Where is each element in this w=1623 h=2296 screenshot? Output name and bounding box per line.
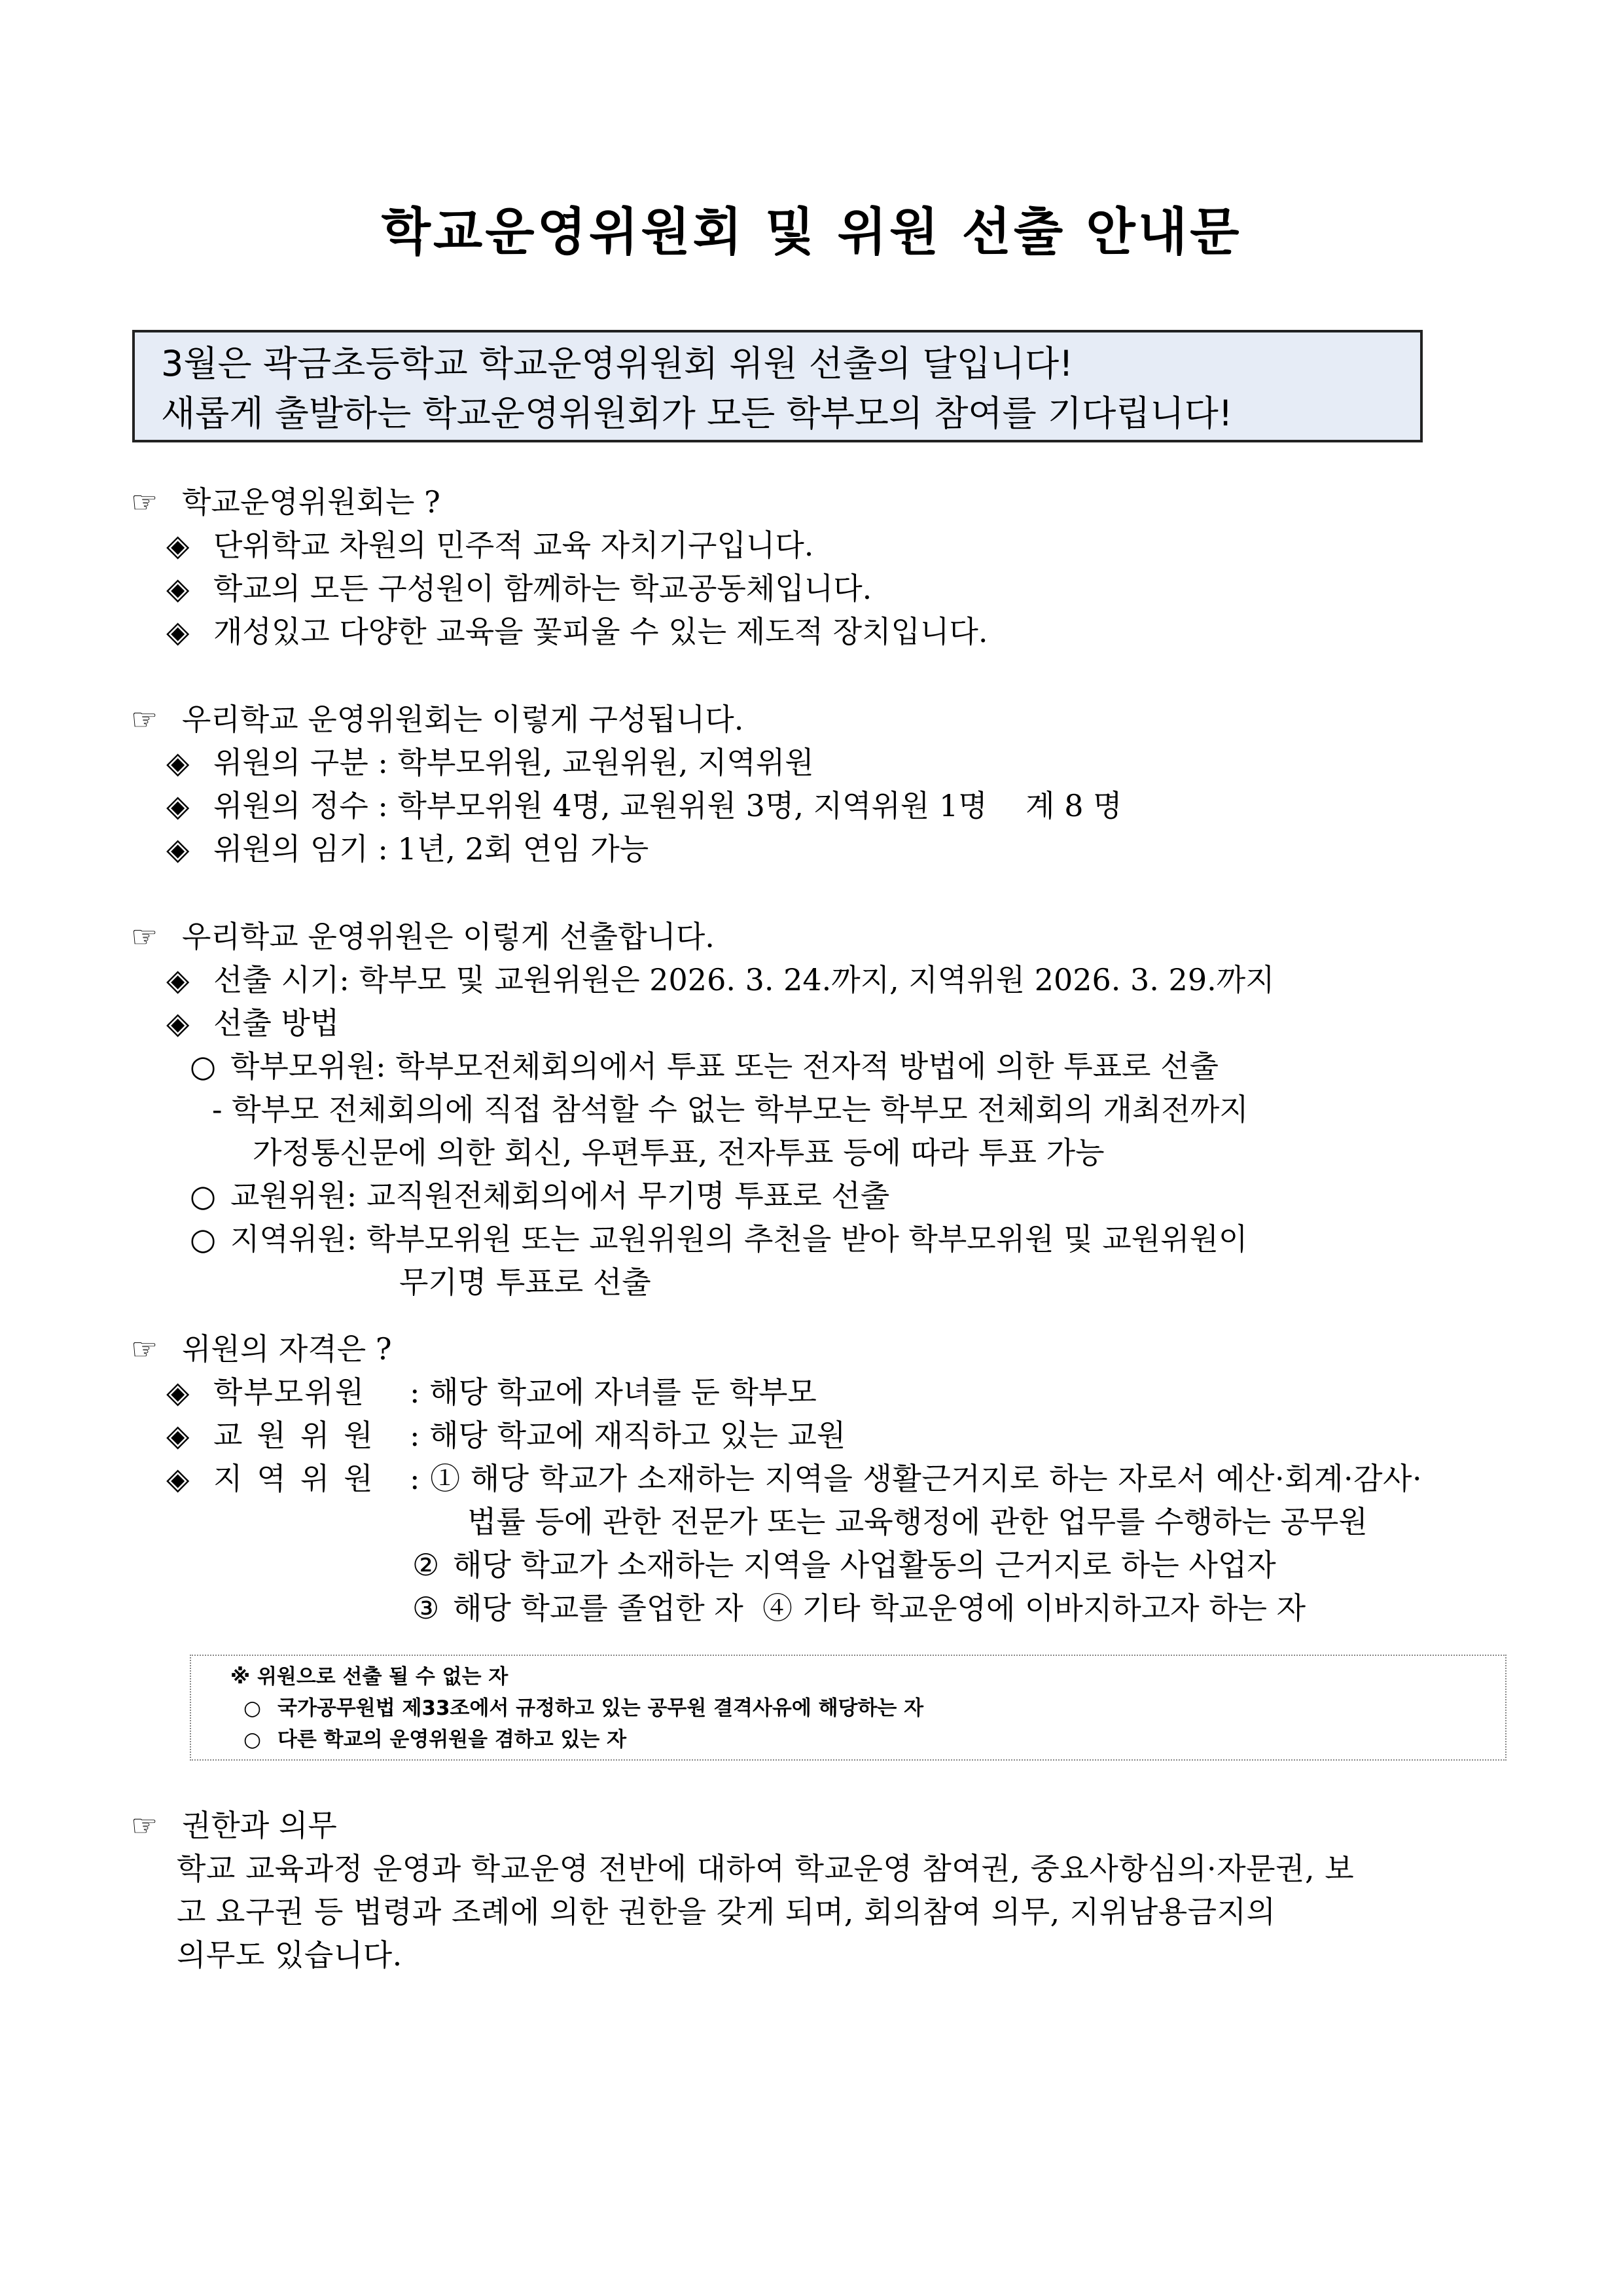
note-item: ○ 국가공무원법 제33조에서 규정하고 있는 공무원 결격사유에 해당하는 자 bbox=[230, 1693, 1505, 1724]
circle-bullet-icon: ○ bbox=[243, 1696, 262, 1720]
list-item: ◈ 선출 시기: 학부모 및 교원위원은 2026. 3. 24.까지, 지역위원 2026. 3. 29.까지 bbox=[131, 958, 1518, 1001]
diamond-bullet-icon: ◈ bbox=[166, 571, 190, 606]
list-item: ◈ 지역위원 : ① 해당 학교가 소재하는 지역을 생활근거지로 하는 자로서 예산·회계·감사· bbox=[131, 1457, 1518, 1500]
page-title: 학교운영위원회 및 위원 선출 안내문 bbox=[381, 203, 1242, 262]
circle-bullet-icon: ○ bbox=[190, 1178, 217, 1213]
highlight-banner bbox=[132, 330, 1423, 442]
paragraph-line: 의무도 있습니다. bbox=[177, 1937, 402, 1973]
list-item: ◈ 단위학교 차원의 민주적 교육 자치기구입니다. bbox=[131, 524, 1518, 567]
section-composition bbox=[131, 698, 1518, 870]
sub-item-continuation: 무기명 투표로 선출 bbox=[399, 1265, 651, 1300]
ineligible-note-box bbox=[190, 1655, 1507, 1761]
list-item: ◈ 위원의 구분 : 학부모위원, 교원위원, 지역위원 bbox=[131, 741, 1518, 784]
diamond-bullet-icon: ◈ bbox=[166, 528, 190, 563]
diamond-bullet-icon: ◈ bbox=[166, 788, 190, 823]
pointing-hand-icon: ☞ bbox=[131, 702, 158, 737]
list-item: ◈ 개성있고 다양한 교육을 꽃피울 수 있는 제도적 장치입니다. bbox=[131, 610, 1518, 653]
paragraph-line: 고 요구권 등 법령과 조례에 의한 권한을 갖게 되며, 회의참여 의무, 지위남용금지의 bbox=[177, 1894, 1276, 1929]
circle-bullet-icon: ○ bbox=[190, 1049, 217, 1084]
qualification-item: ② 해당 학교가 소재하는 지역을 사업활동의 근거지로 하는 사업자 bbox=[131, 1543, 1518, 1587]
section-heading: ☞ 우리학교 운영위원회는 이렇게 구성됩니다. bbox=[131, 698, 1518, 741]
diamond-bullet-icon: ◈ bbox=[166, 1374, 190, 1410]
circled-number-2: ② bbox=[412, 1547, 440, 1583]
section-heading: ☞ 학교운영위원회는 ? bbox=[131, 480, 1518, 524]
sub-item: ○ 교원위원: 교직원전체회의에서 무기명 투표로 선출 bbox=[131, 1174, 1518, 1217]
sub-note: - 학부모 전체회의에 직접 참석할 수 없는 학부모는 학부모 전체회의 개최전까지 bbox=[212, 1092, 1249, 1127]
banner-line-2: 새롭게 출발하는 학교운영위원회가 모든 학부모의 참여를 기다립니다! bbox=[161, 393, 1233, 434]
list-item: ◈ 위원의 정수 : 학부모위원 4명, 교원위원 3명, 지역위원 1명 계 8 명 bbox=[131, 784, 1518, 827]
reference-mark-icon: ※ bbox=[230, 1665, 251, 1689]
list-item: ◈ 교원위원 : 해당 학교에 재직하고 있는 교원 bbox=[131, 1414, 1518, 1457]
diamond-bullet-icon: ◈ bbox=[166, 1005, 190, 1041]
section-heading: ☞ 권한과 의무 bbox=[131, 1804, 1518, 1847]
sub-item: ○ 지역위원: 학부모위원 또는 교원위원의 추천을 받아 학부모위원 및 교원위원이 bbox=[131, 1217, 1518, 1261]
diamond-bullet-icon: ◈ bbox=[166, 1418, 190, 1453]
section-heading: ☞ 우리학교 운영위원은 이렇게 선출합니다. bbox=[131, 915, 1518, 958]
circled-number-3: ③ bbox=[412, 1590, 440, 1626]
pointing-hand-icon: ☞ bbox=[131, 919, 158, 954]
diamond-bullet-icon: ◈ bbox=[166, 962, 190, 997]
note-title: ※ 위원으로 선출 될 수 없는 자 bbox=[230, 1665, 508, 1689]
diamond-bullet-icon: ◈ bbox=[166, 745, 190, 780]
section-rights-duties bbox=[131, 1804, 1518, 1977]
list-item: ◈ 학교의 모든 구성원이 함께하는 학교공동체입니다. bbox=[131, 567, 1518, 610]
sub-item: ○ 학부모위원: 학부모전체회의에서 투표 또는 전자적 방법에 의한 투표로 선출 bbox=[131, 1045, 1518, 1088]
section-what-is-committee bbox=[131, 480, 1518, 653]
section-election bbox=[131, 915, 1518, 1304]
diamond-bullet-icon: ◈ bbox=[166, 831, 190, 867]
note-item: ○ 다른 학교의 운영위원을 겸하고 있는 자 bbox=[230, 1724, 1505, 1755]
pointing-hand-icon: ☞ bbox=[131, 1331, 158, 1367]
banner-line-1: 3월은 곽금초등학교 학교운영위원회 위원 선출의 달입니다! bbox=[161, 343, 1073, 384]
list-item: ◈ 선출 방법 bbox=[131, 1001, 1518, 1045]
section-qualifications bbox=[131, 1327, 1518, 1630]
pointing-hand-icon: ☞ bbox=[131, 1808, 158, 1843]
section-heading: ☞ 위원의 자격은 ? bbox=[131, 1327, 1518, 1371]
diamond-bullet-icon: ◈ bbox=[166, 614, 190, 649]
circle-bullet-icon: ○ bbox=[243, 1728, 262, 1751]
pointing-hand-icon: ☞ bbox=[131, 484, 158, 520]
list-item: ◈ 위원의 임기 : 1년, 2회 연임 가능 bbox=[131, 827, 1518, 870]
sub-note: 가정통신문에 의한 회신, 우편투표, 전자투표 등에 따라 투표 가능 bbox=[253, 1135, 1105, 1170]
circle-bullet-icon: ○ bbox=[190, 1221, 217, 1257]
paragraph-line: 학교 교육과정 운영과 학교운영 전반에 대하여 학교운영 참여권, 중요사항심의·자문권, 보 bbox=[177, 1851, 1355, 1886]
rights-paragraph bbox=[131, 1847, 1525, 1977]
list-item: ◈ 학부모위원 : 해당 학교에 자녀를 둔 학부모 bbox=[131, 1371, 1518, 1414]
diamond-bullet-icon: ◈ bbox=[166, 1461, 190, 1496]
qualification-item: ③ 해당 학교를 졸업한 자 ④ 기타 학교운영에 이바지하고자 하는 자 bbox=[131, 1587, 1518, 1630]
qualification-continuation: 법률 등에 관한 전문가 또는 교육행정에 관한 업무를 수행하는 공무원 bbox=[467, 1504, 1368, 1539]
